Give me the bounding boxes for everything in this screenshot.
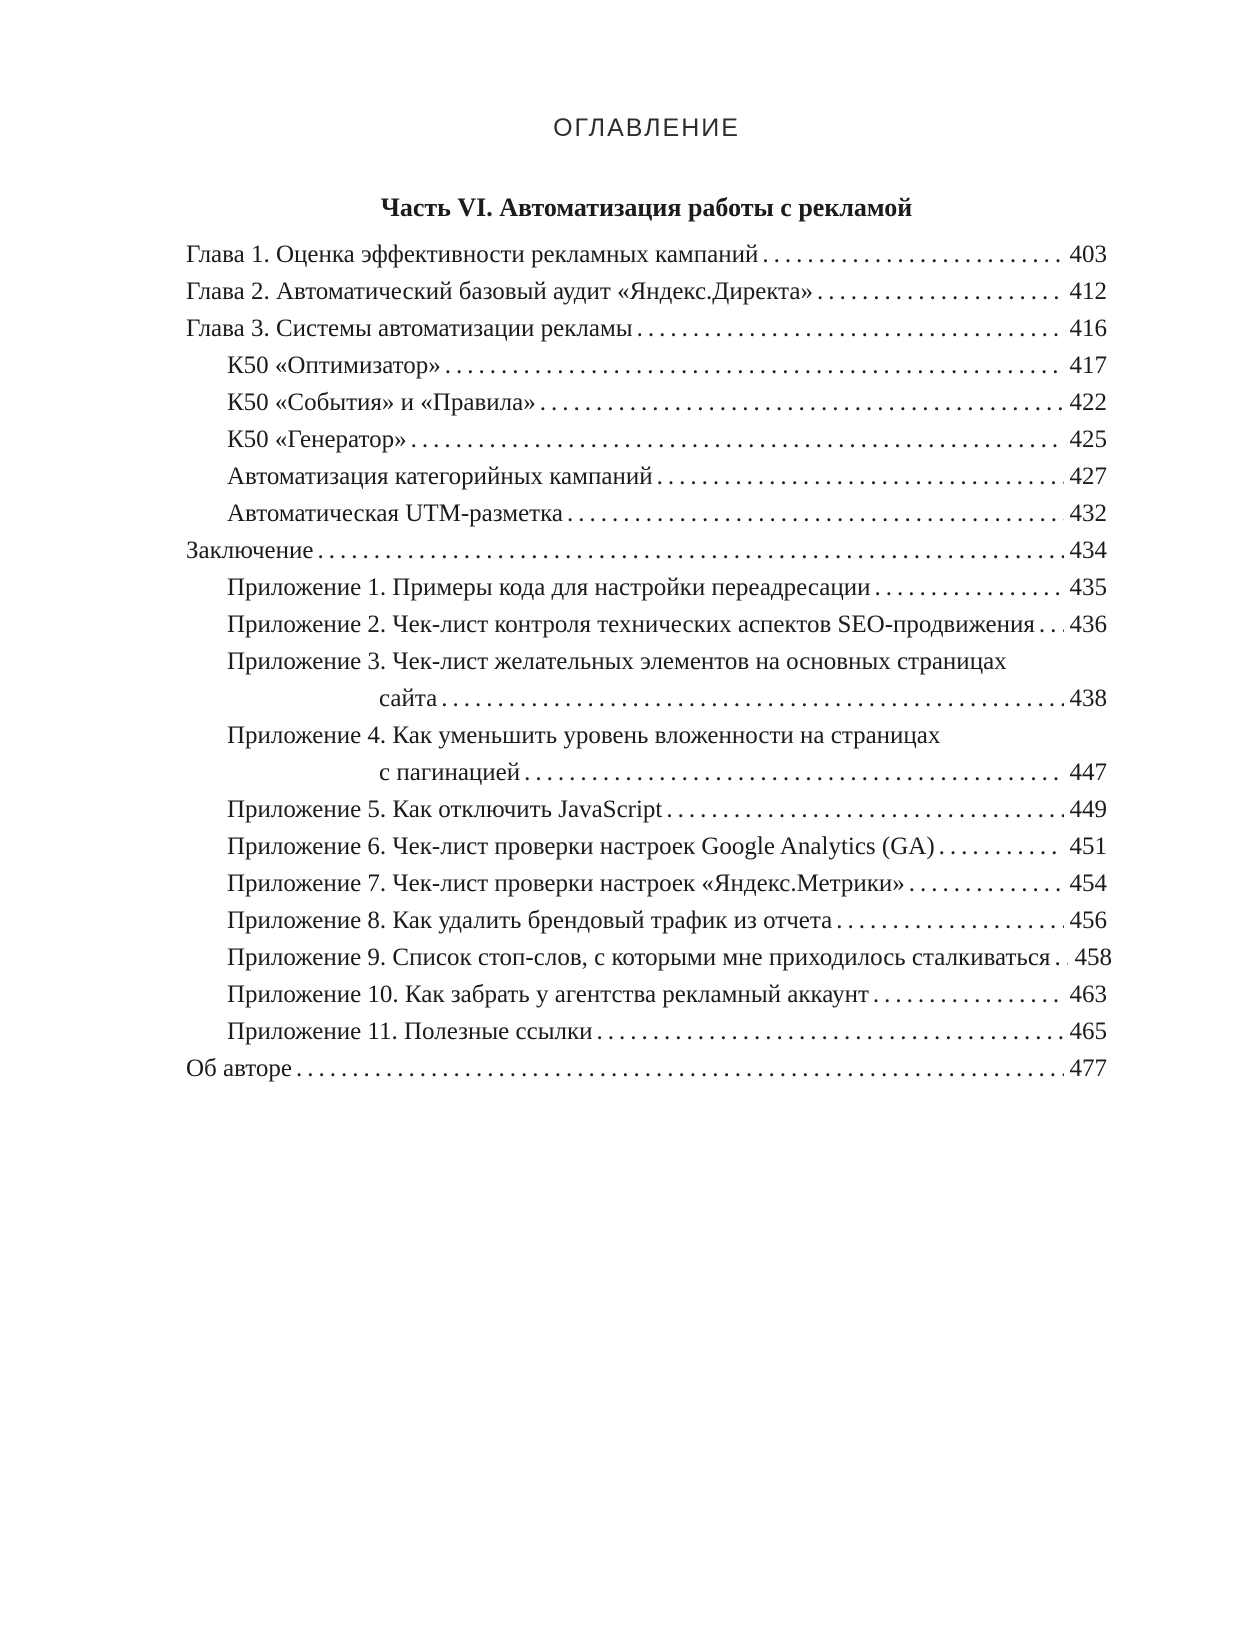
dot-leader xyxy=(318,532,1064,569)
toc-entry-page: 416 xyxy=(1069,315,1107,342)
toc-entry-page: 465 xyxy=(1069,1018,1107,1045)
toc-entry-title: К50 «Оптимизатор» xyxy=(227,352,441,379)
toc-entry xyxy=(186,495,1107,532)
toc-line xyxy=(227,976,1107,1013)
dot-leader xyxy=(524,754,1063,791)
toc-entry-page: 477 xyxy=(1069,1055,1107,1082)
toc-line xyxy=(227,421,1107,458)
toc-entry xyxy=(186,1050,1107,1087)
toc-entry-title: Приложение 3. Чек-лист желательных элементов на основных страницах xyxy=(227,648,1007,675)
toc-entry-title: Приложение 7. Чек-лист проверки настроек «Яндекс.Метрики» xyxy=(227,870,905,897)
toc-entry xyxy=(186,236,1107,273)
dot-leader xyxy=(939,828,1064,865)
toc-entry-title: Приложение 8. Как удалить брендовый трафик из отчета xyxy=(227,907,833,934)
toc-entry xyxy=(186,976,1107,1013)
page-title: ОГЛАВЛЕНИЕ xyxy=(553,114,740,142)
toc-entry-title: Автоматическая UTM-разметка xyxy=(227,500,563,527)
toc-entry-title: Приложение 2. Чек-лист контроля технических аспектов SEO-продвижения xyxy=(227,611,1035,638)
toc-entry-page: 425 xyxy=(1069,426,1107,453)
dot-leader xyxy=(762,236,1063,273)
toc-entry xyxy=(186,310,1107,347)
dot-leader xyxy=(873,976,1064,1013)
dot-leader xyxy=(445,347,1064,384)
toc-entry-title: Приложение 9. Список стоп-слов, с которыми мне приходилось сталкиваться xyxy=(227,944,1051,971)
toc-entry-page: 422 xyxy=(1069,389,1107,416)
toc-entry-page: 449 xyxy=(1069,796,1107,823)
toc-line xyxy=(227,458,1107,495)
toc-entry-page: 454 xyxy=(1069,870,1107,897)
toc-entry xyxy=(186,273,1107,310)
toc-line xyxy=(227,569,1107,606)
toc-entry xyxy=(186,421,1107,458)
toc-line xyxy=(186,310,1107,347)
toc-entry-title: Приложение 11. Полезные ссылки xyxy=(227,1018,593,1045)
toc-entry-title: К50 «Генератор» xyxy=(227,426,407,453)
toc-line xyxy=(227,643,1107,680)
toc-entry xyxy=(186,828,1107,865)
toc-entry xyxy=(186,1013,1107,1050)
dot-leader xyxy=(637,310,1064,347)
dot-leader xyxy=(817,273,1064,310)
toc-line xyxy=(227,1013,1107,1050)
toc-line xyxy=(186,1050,1107,1087)
toc-entry-page: 417 xyxy=(1069,352,1107,379)
toc-line xyxy=(227,347,1107,384)
dot-leader xyxy=(1039,606,1064,643)
toc-entry-page: 451 xyxy=(1069,833,1107,860)
toc-entry xyxy=(186,791,1107,828)
toc-entry xyxy=(186,347,1107,384)
toc-entry-page: 456 xyxy=(1069,907,1107,934)
toc-line xyxy=(227,717,1107,754)
toc-entry-page: 447 xyxy=(1069,759,1107,786)
toc-entry-title: Заключение xyxy=(186,537,314,564)
toc-entry-page: 427 xyxy=(1069,463,1107,490)
toc-list xyxy=(186,236,1112,1087)
toc-line xyxy=(227,939,1112,976)
toc-entry-title: Глава 1. Оценка эффективности рекламных кампаний xyxy=(186,241,759,268)
toc-entry-title: Приложение 1. Примеры кода для настройки переадресации xyxy=(227,574,871,601)
toc-entry-title: Об авторе xyxy=(186,1055,292,1082)
toc-entry-title: Глава 2. Автоматический базовый аудит «Яндекс.Директа» xyxy=(186,278,813,305)
toc-entry-page: 434 xyxy=(1069,537,1107,564)
toc-content xyxy=(186,113,1112,1087)
dot-leader xyxy=(875,569,1064,606)
toc-entry xyxy=(186,384,1107,421)
dot-leader xyxy=(909,865,1064,902)
toc-entry xyxy=(186,532,1107,569)
toc-line xyxy=(227,606,1107,643)
dot-leader xyxy=(666,791,1063,828)
toc-entry xyxy=(186,902,1107,939)
toc-entry xyxy=(186,458,1107,495)
toc-line xyxy=(227,902,1107,939)
toc-line xyxy=(186,236,1107,273)
toc-entry-page: 432 xyxy=(1069,500,1107,527)
toc-line xyxy=(227,384,1107,421)
dot-leader xyxy=(836,902,1063,939)
toc-line xyxy=(186,273,1107,310)
dot-leader xyxy=(1054,939,1068,976)
toc-entry xyxy=(186,865,1107,902)
dot-leader xyxy=(597,1013,1064,1050)
toc-entry xyxy=(186,643,1107,717)
toc-entry-title: Приложение 5. Как отключить JavaScript xyxy=(227,796,663,823)
dot-leader xyxy=(540,384,1064,421)
toc-line xyxy=(186,532,1107,569)
toc-entry xyxy=(186,606,1107,643)
toc-line-continuation xyxy=(227,680,1107,717)
dot-leader xyxy=(441,680,1063,717)
toc-entry-page: 436 xyxy=(1069,611,1107,638)
dot-leader xyxy=(296,1050,1064,1087)
toc-line xyxy=(227,828,1107,865)
toc-line xyxy=(227,865,1107,902)
toc-entry-page: 463 xyxy=(1069,981,1107,1008)
toc-entry-page: 412 xyxy=(1069,278,1107,305)
toc-entry-title: Глава 3. Системы автоматизации рекламы xyxy=(186,315,633,342)
part-header: Часть VI. Автоматизация работы с рекламой xyxy=(380,193,913,222)
toc-entry-title: Приложение 10. Как забрать у агентства рекламный аккаунт xyxy=(227,981,869,1008)
toc-entry-page: 403 xyxy=(1069,241,1107,268)
toc-entry-title-continued: сайта xyxy=(379,685,438,712)
toc-entry xyxy=(186,569,1107,606)
toc-entry-page: 458 xyxy=(1074,944,1112,971)
toc-entry-title: Приложение 6. Чек-лист проверки настроек Google Analytics (GA) xyxy=(227,833,935,860)
toc-entry xyxy=(186,939,1112,976)
toc-line-continuation xyxy=(227,754,1107,791)
toc-line xyxy=(227,495,1107,532)
dot-leader xyxy=(411,421,1064,458)
toc-entry xyxy=(186,717,1107,791)
toc-entry-page: 438 xyxy=(1069,685,1107,712)
dot-leader xyxy=(657,458,1064,495)
toc-line xyxy=(227,791,1107,828)
toc-entry-title: Приложение 4. Как уменьшить уровень вложенности на страницах xyxy=(227,722,941,749)
toc-entry-title: К50 «События» и «Правила» xyxy=(227,389,536,416)
toc-entry-page: 435 xyxy=(1069,574,1107,601)
toc-entry-title: Автоматизация категорийных кампаний xyxy=(227,463,653,490)
toc-entry-title-continued: с пагинацией xyxy=(379,759,521,786)
dot-leader xyxy=(567,495,1064,532)
